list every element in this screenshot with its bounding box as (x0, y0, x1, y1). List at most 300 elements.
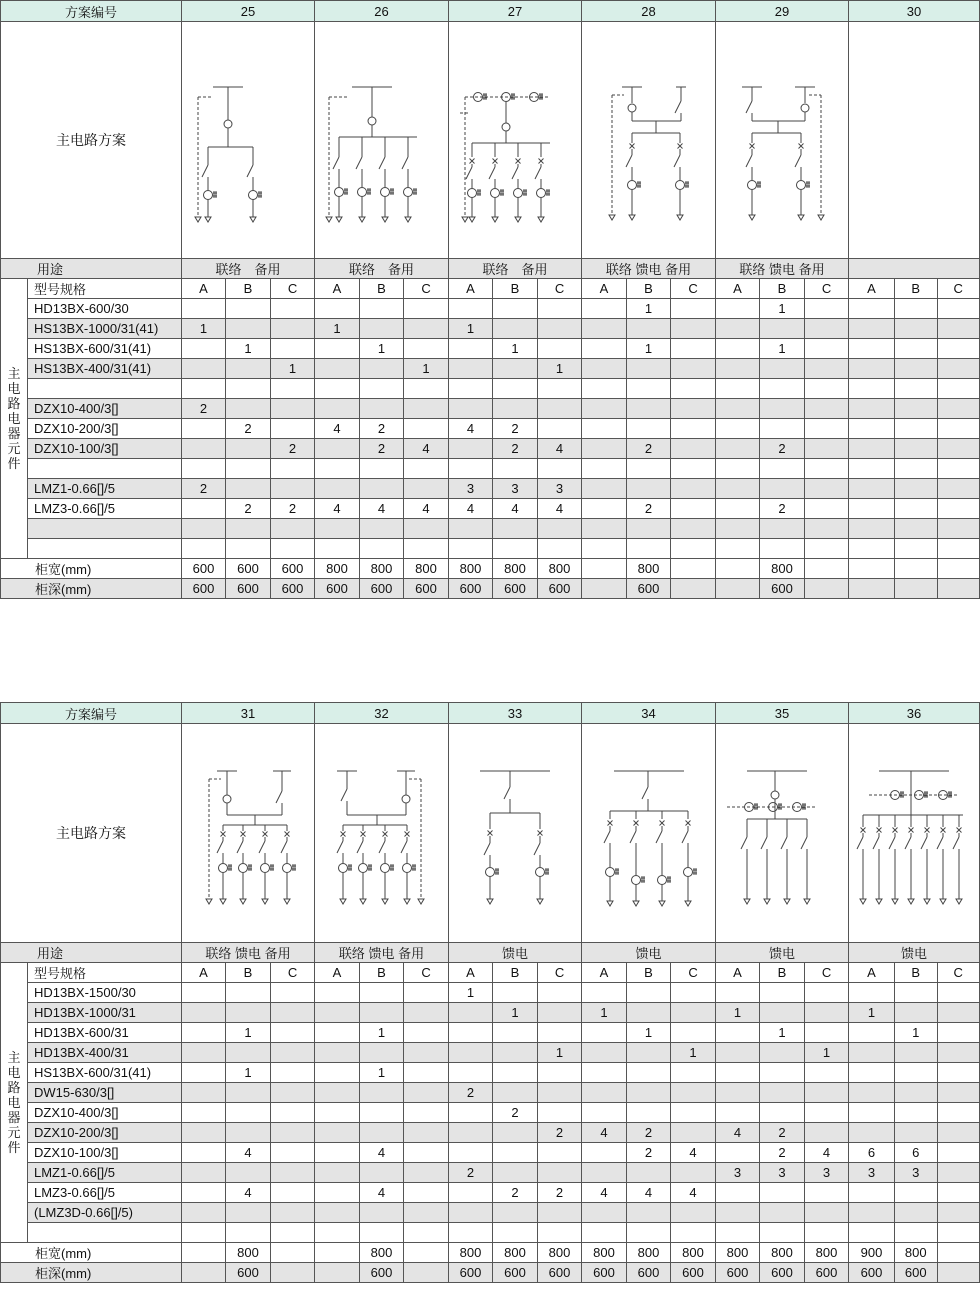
component-qty (716, 339, 760, 359)
component-qty (404, 1083, 449, 1103)
component-qty (360, 1223, 404, 1243)
component-qty (671, 419, 716, 439)
component-qty (805, 299, 849, 319)
component-qty (360, 379, 404, 399)
component-qty (449, 339, 493, 359)
component-row (1, 519, 980, 539)
component-qty: 4 (671, 1183, 716, 1203)
cabinet-depth-row-value (582, 579, 627, 599)
cabinet-depth-row-value: 600 (895, 1263, 937, 1283)
component-qty (671, 1063, 716, 1083)
component-qty (226, 299, 271, 319)
component-qty (182, 1003, 226, 1023)
component-name: DZX10-400/3[] (28, 1103, 182, 1123)
component-qty: 4 (627, 1183, 671, 1203)
component-qty (895, 1063, 937, 1083)
scheme-number: 35 (716, 703, 849, 724)
component-qty (360, 1003, 404, 1023)
cabinet-depth-row-value (315, 1263, 360, 1283)
component-qty (226, 459, 271, 479)
component-qty (716, 983, 760, 1003)
component-qty (849, 519, 895, 539)
variant-letter: A (849, 963, 895, 983)
component-qty: 3 (716, 1163, 760, 1183)
component-qty (360, 359, 404, 379)
cabinet-width-row-value: 800 (760, 1243, 805, 1263)
scheme-number-label: 方案编号 (1, 1, 182, 22)
usage-value: 馈电 (849, 943, 980, 963)
component-qty (360, 1043, 404, 1063)
component-qty (671, 379, 716, 399)
component-row (1, 419, 980, 439)
component-qty (404, 983, 449, 1003)
variant-letter: B (226, 279, 271, 299)
cabinet-width-row-value: 800 (538, 559, 582, 579)
cabinet-width-row-value: 800 (493, 559, 538, 579)
component-qty (937, 1023, 980, 1043)
component-qty (805, 399, 849, 419)
variant-letter: C (271, 963, 315, 983)
component-qty (582, 519, 627, 539)
variant-letter: A (182, 279, 226, 299)
cabinet-depth-row-value: 600 (449, 1263, 493, 1283)
component-qty (449, 1063, 493, 1083)
component-qty (937, 1103, 980, 1123)
component-side-label (1, 279, 28, 559)
component-qty (271, 1063, 315, 1083)
component-qty (760, 419, 805, 439)
component-qty (315, 379, 360, 399)
component-qty (360, 399, 404, 419)
component-qty: 4 (582, 1183, 627, 1203)
component-qty (315, 439, 360, 459)
component-qty (315, 1223, 360, 1243)
component-qty (226, 519, 271, 539)
component-qty (582, 439, 627, 459)
component-qty (226, 379, 271, 399)
component-qty (849, 1043, 895, 1063)
component-qty (805, 983, 849, 1003)
component-qty (716, 539, 760, 559)
cabinet-width-row-value (182, 1243, 226, 1263)
component-qty (582, 339, 627, 359)
component-qty (404, 399, 449, 419)
cabinet-depth-row-value: 600 (182, 579, 226, 599)
scheme-number: 25 (182, 1, 315, 22)
component-qty (937, 1143, 980, 1163)
component-qty: 3 (449, 479, 493, 499)
usage-row (1, 943, 980, 963)
component-qty (849, 1103, 895, 1123)
variant-letter: B (895, 279, 937, 299)
component-qty (895, 1043, 937, 1063)
scheme-number: 33 (449, 703, 582, 724)
component-qty (271, 1203, 315, 1223)
scheme-number: 26 (315, 1, 449, 22)
component-qty (538, 1063, 582, 1083)
component-qty (937, 539, 980, 559)
component-qty (493, 399, 538, 419)
component-qty (360, 299, 404, 319)
component-qty (582, 983, 627, 1003)
usage-value: 馈电 (582, 943, 716, 963)
component-qty (226, 359, 271, 379)
component-qty: 4 (449, 419, 493, 439)
component-qty (182, 539, 226, 559)
cabinet-width-row-value: 800 (404, 559, 449, 579)
component-qty: 1 (538, 359, 582, 379)
component-qty (404, 339, 449, 359)
side-label-char: 器 (7, 426, 21, 441)
component-qty (404, 1203, 449, 1223)
component-qty (538, 1103, 582, 1123)
component-qty (760, 1223, 805, 1243)
cabinet-depth-row-value: 600 (449, 579, 493, 599)
component-qty: 4 (404, 499, 449, 519)
component-name: LMZ3-0.66[]/5 (28, 1183, 182, 1203)
component-qty (404, 379, 449, 399)
component-qty (271, 1163, 315, 1183)
single-line-diagram-30 (849, 25, 979, 255)
component-qty (671, 1163, 716, 1183)
side-label-char: 元 (7, 441, 21, 456)
component-qty (404, 539, 449, 559)
cabinet-width-row-value (404, 1243, 449, 1263)
variant-letter: B (627, 963, 671, 983)
component-qty (849, 319, 895, 339)
component-name: HD13BX-600/30 (28, 299, 182, 319)
cabinet-depth-row-value: 600 (627, 579, 671, 599)
variant-letter: A (315, 279, 360, 299)
component-qty (315, 359, 360, 379)
component-qty (582, 359, 627, 379)
component-qty (937, 1163, 980, 1183)
component-qty: 2 (271, 439, 315, 459)
component-qty (449, 539, 493, 559)
component-qty (182, 1143, 226, 1163)
cabinet-depth-row-value: 600 (671, 1263, 716, 1283)
component-qty (671, 459, 716, 479)
scheme-table-upper (0, 0, 980, 599)
component-qty (404, 1043, 449, 1063)
component-qty (937, 479, 980, 499)
component-qty (805, 319, 849, 339)
component-qty (271, 1123, 315, 1143)
scheme-number: 36 (849, 703, 980, 724)
component-row (1, 319, 980, 339)
component-qty (895, 459, 937, 479)
component-qty (627, 1203, 671, 1223)
component-qty (937, 1183, 980, 1203)
component-qty (849, 359, 895, 379)
component-qty (671, 519, 716, 539)
variant-letter: B (360, 963, 404, 983)
variant-letter: C (937, 963, 980, 983)
component-qty (805, 1203, 849, 1223)
cabinet-depth-row-value: 600 (493, 579, 538, 599)
component-qty (315, 1103, 360, 1123)
component-qty (360, 479, 404, 499)
component-qty (716, 1103, 760, 1123)
variant-letter: A (582, 279, 627, 299)
component-qty (582, 499, 627, 519)
scheme-number: 32 (315, 703, 449, 724)
component-qty (493, 319, 538, 339)
component-qty (937, 399, 980, 419)
cabinet-width-row-value (716, 559, 760, 579)
component-qty (849, 1023, 895, 1043)
component-qty (182, 419, 226, 439)
component-qty (627, 1223, 671, 1243)
variant-letter: C (538, 963, 582, 983)
component-qty (671, 983, 716, 1003)
component-qty (271, 399, 315, 419)
component-qty (937, 1083, 980, 1103)
component-qty (271, 1023, 315, 1043)
component-qty (360, 1103, 404, 1123)
component-qty (493, 1023, 538, 1043)
component-qty (760, 519, 805, 539)
component-qty (493, 1063, 538, 1083)
component-qty (404, 1003, 449, 1023)
component-qty (895, 1223, 937, 1243)
component-qty (182, 439, 226, 459)
component-qty (182, 1123, 226, 1143)
usage-value (849, 259, 980, 279)
component-qty (937, 1043, 980, 1063)
component-qty (671, 319, 716, 339)
cabinet-depth-row-value: 600 (805, 1263, 849, 1283)
component-qty (849, 1183, 895, 1203)
component-qty (671, 359, 716, 379)
component-qty (493, 299, 538, 319)
component-qty (315, 1183, 360, 1203)
circuit-diagram-row (1, 22, 980, 259)
component-qty: 4 (449, 499, 493, 519)
component-qty: 4 (360, 499, 404, 519)
scheme-number-label: 方案编号 (1, 703, 182, 724)
component-qty (937, 1223, 980, 1243)
component-qty (582, 399, 627, 419)
component-qty (226, 1043, 271, 1063)
component-qty (627, 359, 671, 379)
component-qty: 2 (627, 1123, 671, 1143)
variant-letter: C (671, 963, 716, 983)
component-qty (849, 399, 895, 419)
cabinet-depth-row-label: 柜深(mm) (1, 1263, 182, 1283)
component-qty (805, 439, 849, 459)
component-qty (805, 1063, 849, 1083)
single-line-diagram-31 (183, 727, 313, 939)
cabinet-depth-row-value: 600 (315, 579, 360, 599)
component-qty: 2 (493, 419, 538, 439)
component-qty (493, 1123, 538, 1143)
component-qty (671, 1083, 716, 1103)
side-label-char: 主 (7, 366, 21, 381)
usage-value: 联络 备用 (449, 259, 582, 279)
component-qty (493, 983, 538, 1003)
component-row (1, 539, 980, 559)
component-qty (937, 319, 980, 339)
component-qty (404, 1143, 449, 1163)
cabinet-depth-row-value: 600 (760, 1263, 805, 1283)
cabinet-width-row-value (582, 559, 627, 579)
side-label-char: 路 (7, 396, 21, 411)
component-qty (805, 1023, 849, 1043)
component-qty: 1 (760, 339, 805, 359)
variant-letter: C (271, 279, 315, 299)
component-qty (315, 459, 360, 479)
component-qty (671, 499, 716, 519)
component-qty (627, 519, 671, 539)
single-line-diagram-28 (584, 25, 714, 255)
cabinet-width-row-value: 800 (360, 559, 404, 579)
component-row (1, 1163, 980, 1183)
component-qty (937, 339, 980, 359)
side-label-char: 主 (7, 1050, 21, 1065)
circuit-diagram-27 (449, 22, 582, 259)
component-qty (271, 479, 315, 499)
cabinet-width-row-value: 800 (360, 1243, 404, 1263)
component-qty (360, 1203, 404, 1223)
side-label-char: 器 (7, 1110, 21, 1125)
cabinet-depth-row-value: 600 (226, 1263, 271, 1283)
component-qty: 1 (449, 983, 493, 1003)
component-qty: 3 (538, 479, 582, 499)
component-qty (716, 319, 760, 339)
component-qty (493, 539, 538, 559)
cabinet-width-row-value: 600 (226, 559, 271, 579)
component-qty (895, 299, 937, 319)
component-qty (627, 1003, 671, 1023)
component-qty (404, 419, 449, 439)
component-qty (493, 1143, 538, 1163)
component-qty (895, 379, 937, 399)
cabinet-width-row-value: 800 (226, 1243, 271, 1263)
component-qty (895, 539, 937, 559)
component-qty (404, 299, 449, 319)
cabinet-width-row-value: 800 (627, 1243, 671, 1263)
component-name: HS13BX-600/31(41) (28, 1063, 182, 1083)
component-qty (271, 1083, 315, 1103)
component-qty (849, 439, 895, 459)
component-qty (226, 319, 271, 339)
cabinet-depth-row-value (849, 579, 895, 599)
component-qty (627, 1063, 671, 1083)
component-qty (315, 1163, 360, 1183)
usage-label: 用途 (1, 943, 182, 963)
cabinet-depth-row-value: 600 (760, 579, 805, 599)
cabinet-depth-row-value (805, 579, 849, 599)
component-qty (805, 1083, 849, 1103)
component-name: HS13BX-600/31(41) (28, 339, 182, 359)
component-qty (805, 359, 849, 379)
variant-letter: B (493, 279, 538, 299)
component-qty (538, 1203, 582, 1223)
single-line-diagram-34 (584, 727, 714, 939)
component-qty (582, 1143, 627, 1163)
component-qty (182, 1083, 226, 1103)
component-qty (582, 539, 627, 559)
component-qty (449, 399, 493, 419)
variant-letter: A (449, 279, 493, 299)
variant-letter: B (760, 279, 805, 299)
cabinet-width-row-value: 600 (182, 559, 226, 579)
cabinet-depth-row-value: 600 (849, 1263, 895, 1283)
component-qty (895, 1123, 937, 1143)
component-qty (671, 339, 716, 359)
component-qty (360, 539, 404, 559)
variant-letter: C (805, 963, 849, 983)
component-qty (404, 519, 449, 539)
component-qty (716, 1223, 760, 1243)
component-qty (182, 519, 226, 539)
component-qty: 1 (716, 1003, 760, 1023)
component-qty (895, 1203, 937, 1223)
cabinet-depth-row-value (671, 579, 716, 599)
component-qty (404, 1123, 449, 1143)
component-row (1, 983, 980, 1003)
variant-letter: A (582, 963, 627, 983)
component-qty: 4 (226, 1183, 271, 1203)
component-qty (360, 1163, 404, 1183)
component-qty (449, 1203, 493, 1223)
component-qty (716, 359, 760, 379)
cabinet-depth-row-value: 600 (716, 1263, 760, 1283)
component-qty (315, 983, 360, 1003)
component-qty (404, 1163, 449, 1183)
component-qty (937, 1123, 980, 1143)
usage-value: 馈电 (716, 943, 849, 963)
cabinet-width-row-value: 800 (449, 1243, 493, 1263)
component-qty: 4 (226, 1143, 271, 1163)
component-qty (538, 1083, 582, 1103)
side-label-char: 元 (7, 1125, 21, 1140)
component-qty (271, 379, 315, 399)
spec-header-row (1, 963, 980, 983)
component-qty (716, 1143, 760, 1163)
component-qty (805, 539, 849, 559)
cabinet-width-row (1, 559, 980, 579)
component-qty: 1 (895, 1023, 937, 1043)
side-label-char: 件 (7, 1140, 21, 1155)
component-qty (226, 1223, 271, 1243)
component-qty (271, 459, 315, 479)
single-line-diagram-27 (450, 25, 580, 255)
component-qty (760, 983, 805, 1003)
component-qty (627, 539, 671, 559)
component-qty (582, 1023, 627, 1043)
component-qty: 2 (538, 1183, 582, 1203)
variant-letter: A (315, 963, 360, 983)
component-qty (404, 1103, 449, 1123)
component-qty: 4 (716, 1123, 760, 1143)
component-qty (849, 1083, 895, 1103)
component-qty (849, 1123, 895, 1143)
component-qty (760, 1063, 805, 1083)
component-qty: 1 (271, 359, 315, 379)
component-qty (849, 419, 895, 439)
variant-letter: C (404, 279, 449, 299)
component-qty: 2 (760, 1143, 805, 1163)
component-qty (182, 983, 226, 1003)
component-qty (538, 459, 582, 479)
component-qty (493, 459, 538, 479)
component-qty (849, 539, 895, 559)
usage-row (1, 259, 980, 279)
component-qty (538, 419, 582, 439)
variant-letter: A (182, 963, 226, 983)
